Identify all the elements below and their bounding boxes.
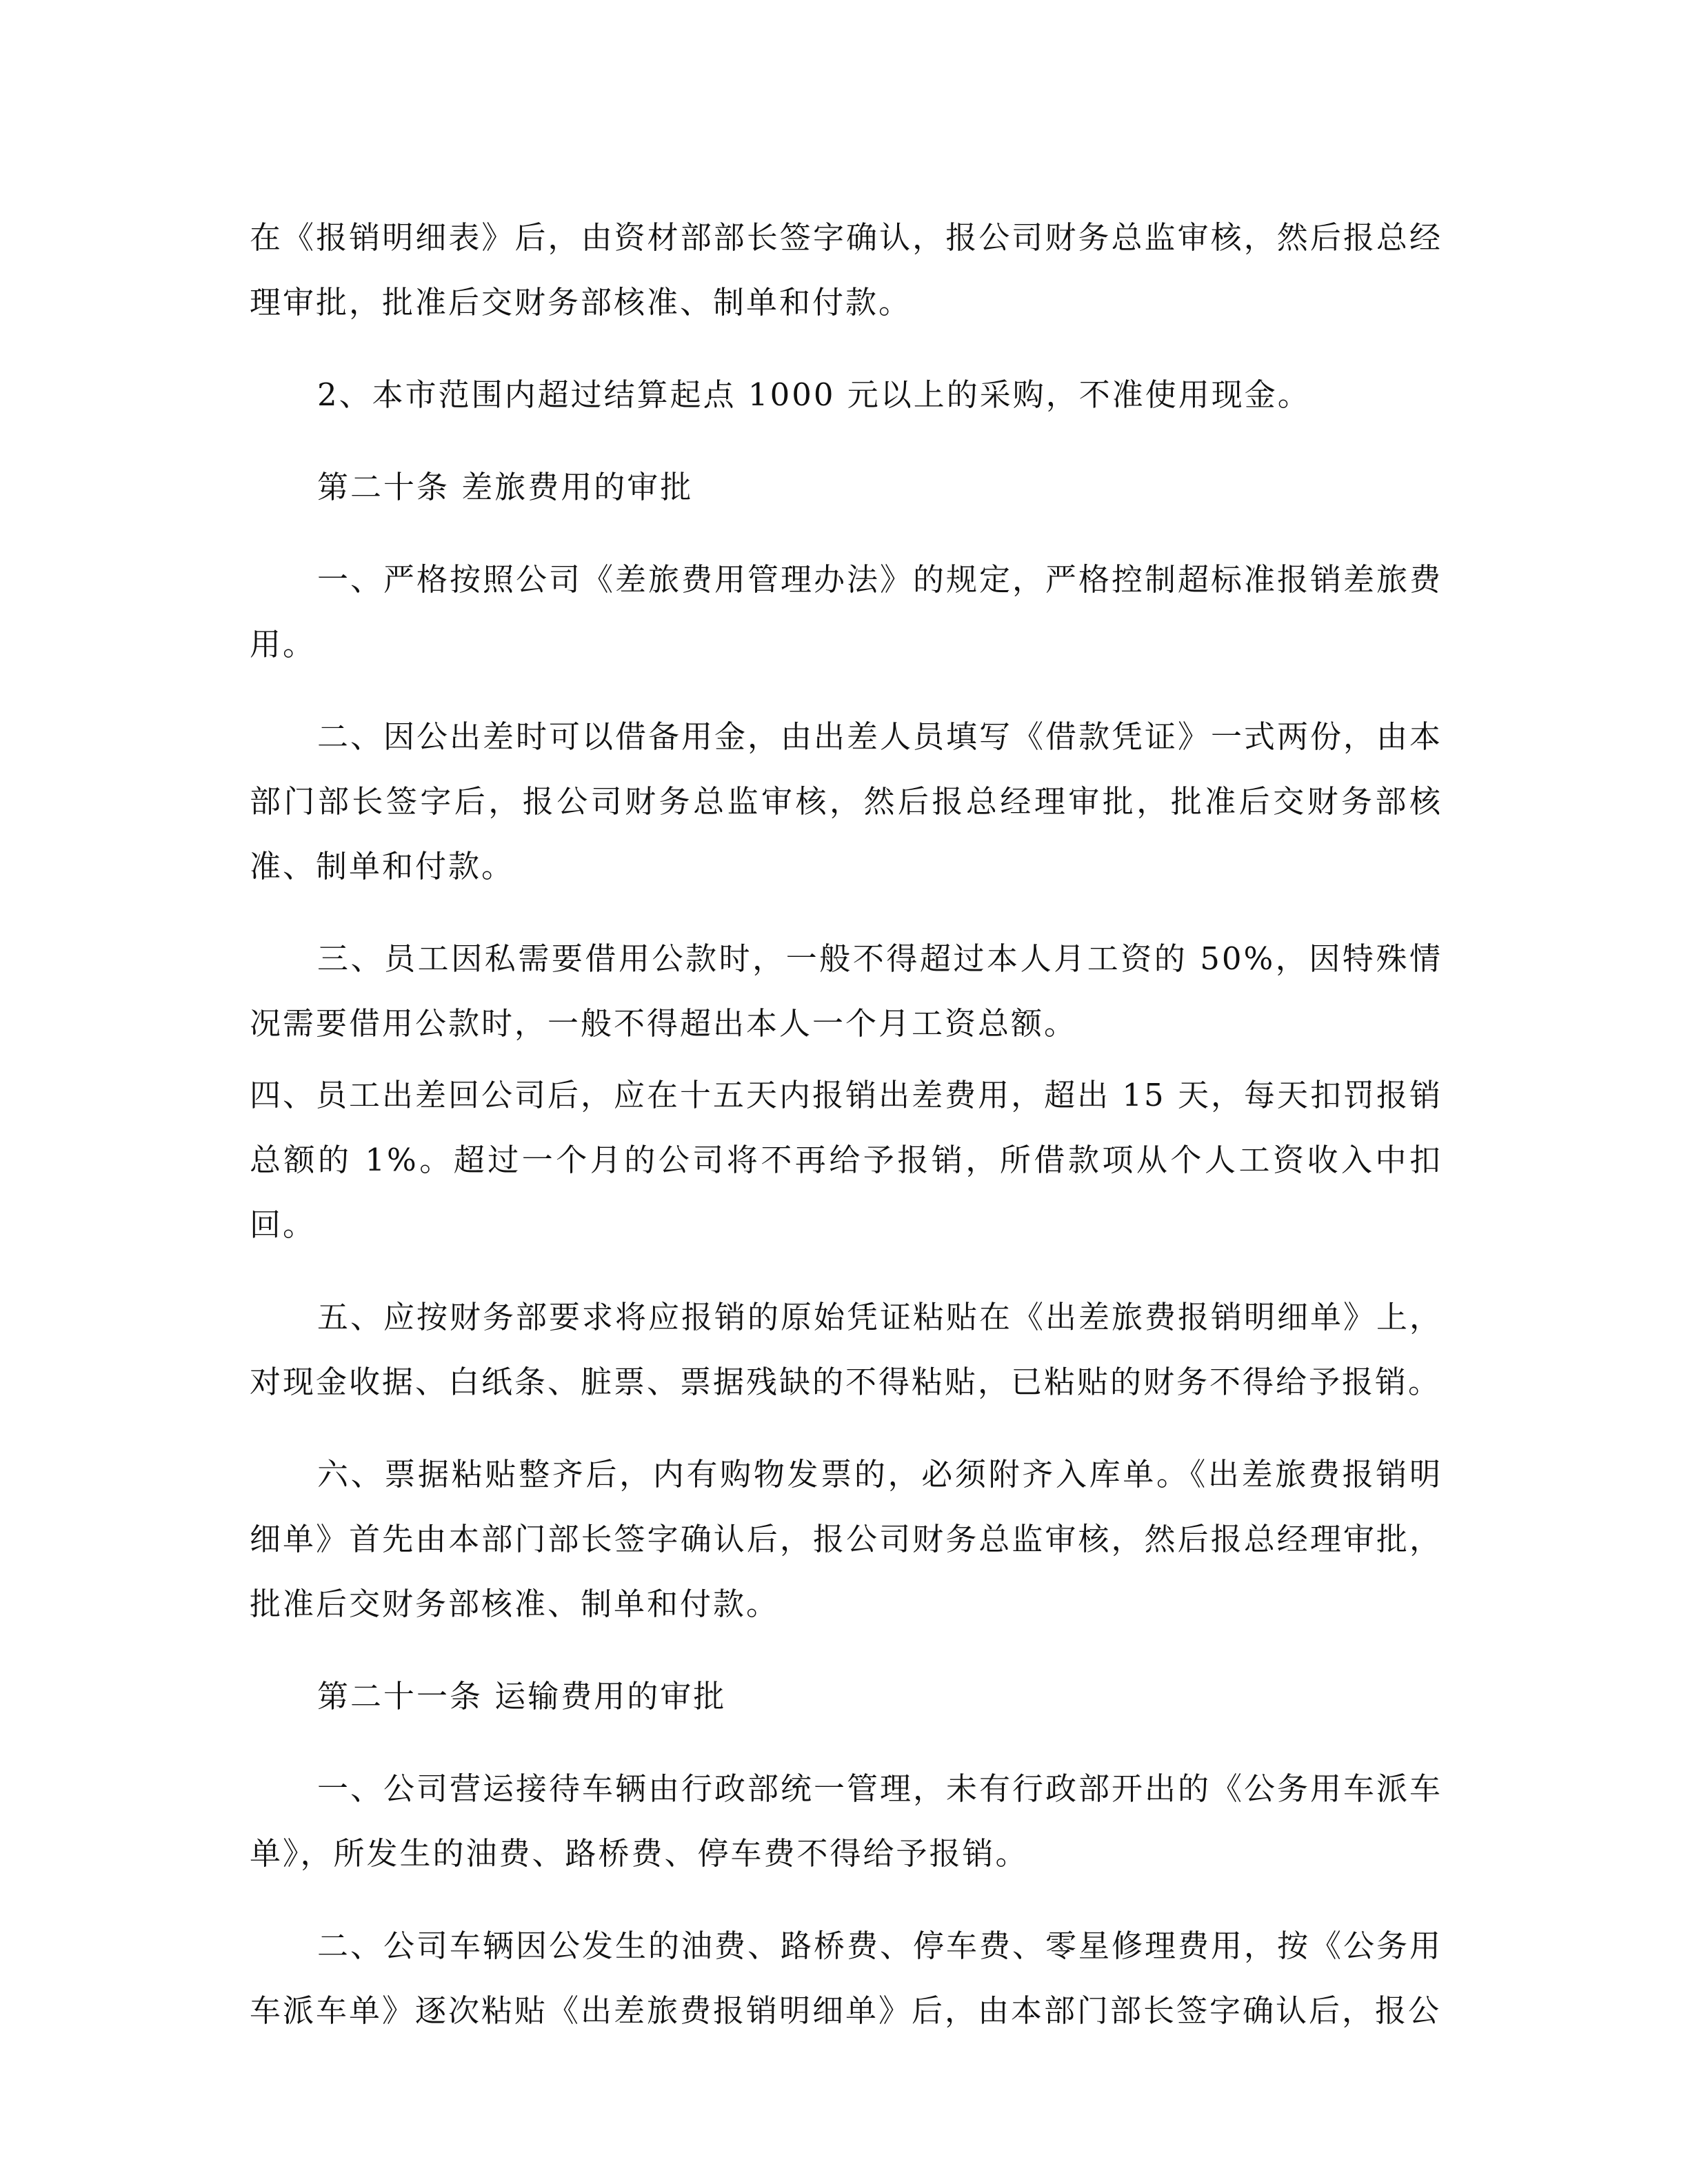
paragraph-cash-limit: 2、本市范围内超过结算起点 1000 元以上的采购，不准使用现金。 xyxy=(317,376,1311,413)
paragraph-travel-6: 六、票据粘贴整齐后，内有购物发票的，必须附齐入库单。《出差旅费报销明细单》首先由本部门部长签字确认后，报公司财务总监审核，然后报总经理审批，批准后交财务部核准、制单和付款。 xyxy=(250,1456,1443,1622)
section-heading-transport-expenses: 第二十一条 运输费用的审批 xyxy=(317,1678,727,1715)
paragraph-travel-5: 五、应按财务部要求将应报销的原始凭证粘贴在《出差旅费报销明细单》上，对现金收据、白纸条、脏票、票据残缺的不得粘贴，已粘贴的财务不得给予报销。 xyxy=(250,1299,1443,1400)
paragraph-travel-2: 二、因公出差时可以借备用金，由出差人员填写《借款凭证》一式两份，由本部门部长签字后，报公司财务总监审核，然后报总经理审批，批准后交财务部核准、制单和付款。 xyxy=(250,718,1443,884)
paragraph-transport-2: 二、公司车辆因公发生的油费、路桥费、停车费、零星修理费用，按《公务用车派车单》逐次粘贴《出差旅费报销明细单》后，由本部门部长签字确认后，报公 xyxy=(250,1928,1443,2029)
document-page xyxy=(250,205,1443,2043)
paragraph-travel-1: 一、严格按照公司《差旅费用管理办法》的规定，严格控制超标准报销差旅费用。 xyxy=(250,561,1443,663)
paragraph-transport-1: 一、公司营运接待车辆由行政部统一管理，未有行政部开出的《公务用车派车单》，所发生的油费、路桥费、停车费不得给予报销。 xyxy=(250,1770,1443,1872)
paragraph-travel-4: 四、员工出差回公司后，应在十五天内报销出差费用，超出 15 天，每天扣罚报销总额的 1%。超过一个月的公司将不再给予报销，所借款项从个人工资收入中扣回。 xyxy=(250,1077,1443,1243)
paragraph-continuation: 在《报销明细表》后，由资材部部长签字确认，报公司财务总监审核，然后报总经理审批，批准后交财务部核准、制单和付款。 xyxy=(250,219,1443,321)
section-heading-travel-expenses: 第二十条 差旅费用的审批 xyxy=(317,469,694,505)
paragraph-travel-3: 三、员工因私需要借用公款时，一般不得超过本人月工资的 50%，因特殊情况需要借用公款时，一般不得超出本人一个月工资总额。 xyxy=(250,940,1443,1042)
